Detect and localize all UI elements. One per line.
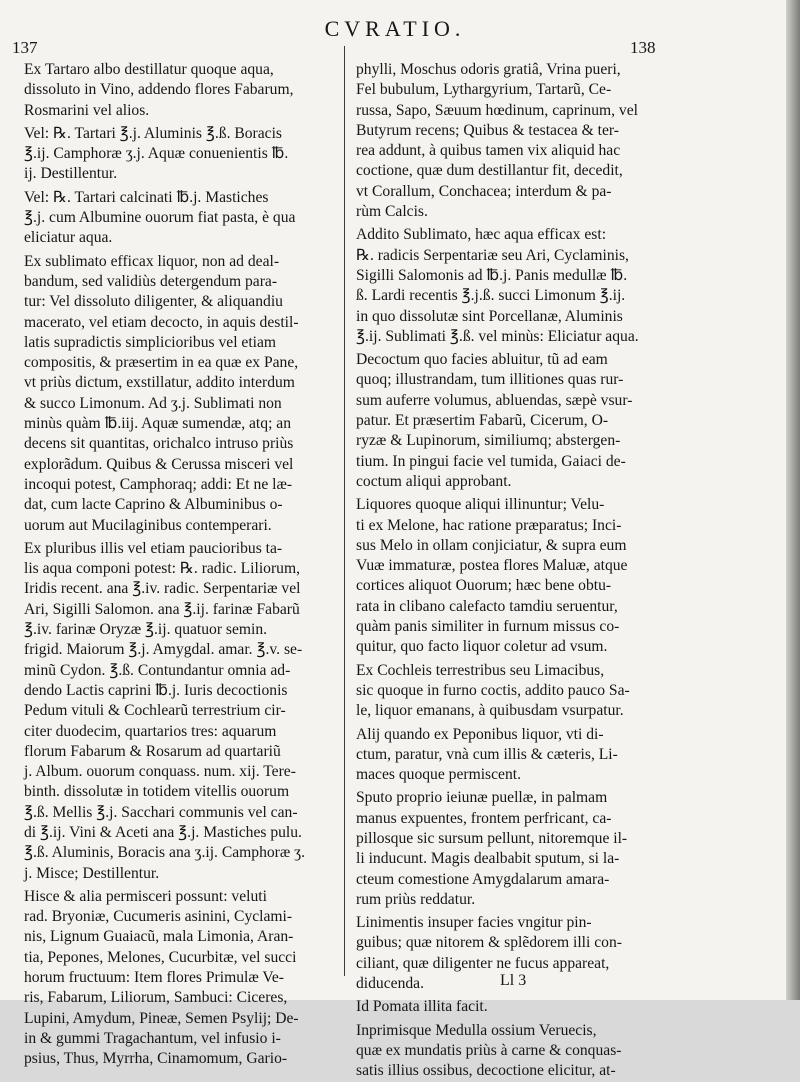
paragraph <box>24 60 342 121</box>
text-line: rea addunt, à quibus tamen vix aliquid hac <box>356 142 621 160</box>
text-line: Pedum vituli & Cochlearũ terrestrium cir- <box>24 702 286 720</box>
text-line: di ℥.ij. Vini & Aceti ana ℥.j. Mastiches pulu. <box>24 823 302 841</box>
text-line: ℥.iv. farinæ Oryzæ ℥.ij. quatuor semin. <box>24 621 268 639</box>
text-line: Butyrum recens; Quibus & testacea & ter- <box>356 121 619 139</box>
text-line: sic quoque in furno coctis, addito pauco Sa- <box>356 681 630 699</box>
text-line: Decoctum quo facies abluitur, tũ ad eam <box>356 351 608 369</box>
text-line: tur: Vel dissoluto diligenter, & aliquandiu <box>24 293 283 311</box>
text-line: guibus; quæ nitorem & splẽdorem illi con- <box>356 934 622 952</box>
text-line: Liquores quoque aliqui illinuntur; Velu- <box>356 496 605 514</box>
text-line: Vel: ℞. Tartari ℥.j. Aluminis ℥.ß. Boracis <box>24 124 282 142</box>
text-line: coctione, quæ dum destillantur fit, decedit, <box>356 162 623 180</box>
text-line: nis, Lignum Guaiacũ, mala Limonia, Aran- <box>24 928 294 946</box>
text-line: phylli, Moschus odoris gratiâ, Vrina pueri, <box>356 61 621 78</box>
text-line: Hisce & alia permisceri possunt: veluti <box>24 887 267 905</box>
text-line: maces quoque permiscent. <box>356 766 521 784</box>
text-line: Iridis recent. ana ℥.iv. radic. Serpentariæ vel <box>24 580 301 598</box>
text-line: ℥.ij. Camphoræ ʒ.j. Aquæ conuenientis ℔. <box>24 145 289 163</box>
text-line: vt priùs dictum, exstillatur, addito interdum <box>24 374 295 392</box>
page-number-right: 138 <box>630 38 656 57</box>
text-line: li inducunt. Magis dealbabit sputum, si la- <box>356 850 620 868</box>
paragraph <box>356 225 656 347</box>
page-number-left: 137 <box>12 38 38 57</box>
text-line: Ari, Sigilli Salomon. ana ℥.ij. farinæ Fabarũ <box>24 600 300 618</box>
paragraph <box>356 997 656 1017</box>
text-line: binth. dissolutæ in totidem vitellis ouorum <box>24 783 290 801</box>
text-line: lis aqua componi potest: ℞. radic. Liliorum, <box>24 560 300 578</box>
text-line: Linimentis insuper facies vngitur pin- <box>356 914 592 932</box>
text-line: in quo dissolutæ sint Porcellanæ, Aluminis <box>356 307 623 325</box>
text-line: macerato, vel etiam decocto, in aquis destil- <box>24 313 299 331</box>
text-line: russa, Sapo, Sæuum hœdinum, caprinum, vel <box>356 101 638 119</box>
text-line: bandum, sed validiùs detergendum para- <box>24 272 278 290</box>
text-line: citer duodecim, quartarios tres: aquarum <box>24 722 277 740</box>
paragraph <box>24 252 342 536</box>
paragraph <box>356 350 656 492</box>
text-line: frigid. Maiorum ℥.j. Amygdal. amar. ℥.v. se- <box>24 641 303 659</box>
paragraph <box>356 60 656 222</box>
column-rule <box>344 46 345 976</box>
left-text-column <box>24 60 342 1068</box>
paragraph <box>24 887 342 1070</box>
text-line: quoq; illustrandam, tum illitiones quas rur- <box>356 371 624 389</box>
text-line: rad. Bryoniæ, Cucumeris asinini, Cyclami- <box>24 908 293 926</box>
text-line: uorum aut Mucilaginibus contemperari. <box>24 516 272 534</box>
text-line: Vel: ℞. Tartari calcinati ℔.j. Mastiches <box>24 188 269 206</box>
text-line: Sputo proprio ieiunæ puellæ, in palmam <box>356 789 608 807</box>
text-line: explorãdum. Quibus & Cerussa misceri vel <box>24 455 294 473</box>
text-line: Ex sublimato efficax liquor, non ad deal- <box>24 252 280 270</box>
text-line: rum priùs reddatur. <box>356 890 476 908</box>
text-line: cortices aliquot Ouorum; hæc bene obtu- <box>356 577 612 595</box>
text-line: ryzæ & Lupinorum, similiumq; abstergen- <box>356 432 621 450</box>
text-line: sum auferre volumus, abluendas, sæpè vsur- <box>356 391 633 409</box>
text-line: Lupini, Amydum, Pineæ, Semen Psylij; De- <box>24 1009 299 1027</box>
text-line: dendo Lactis caprini ℔.j. Iuris decoctionis <box>24 681 288 699</box>
text-line: ciliant, quæ diligenter ne fucus appareat, <box>356 954 610 972</box>
text-line: Ex pluribus illis vel etiam paucioribus ta- <box>24 539 283 557</box>
text-line: j. Album. ouorum conquass. num. xij. Tere- <box>24 763 296 781</box>
text-line: in & gummi Tragachantum, vel infusio i- <box>24 1029 281 1047</box>
text-line: decens sit quantitas, orichalco intruso priùs <box>24 435 294 453</box>
text-line: Addito Sublimato, hæc aqua efficax est: <box>356 226 607 244</box>
text-line: horum fructuum: Item flores Primulæ Ve- <box>24 969 284 987</box>
text-line: ris, Fabarum, Liliorum, Sambuci: Ciceres, <box>24 989 288 1007</box>
text-line: cteum comestione Amygdalarum amara- <box>356 870 610 888</box>
text-line: vt Corallum, Conchacea; interdum & pa- <box>356 182 612 200</box>
text-line: latis supradictis simplicioribus vel etiam <box>24 333 277 351</box>
paragraph <box>356 725 656 786</box>
text-line: rùm Calcis. <box>356 203 428 221</box>
paragraph <box>24 188 342 249</box>
text-line: ti ex Melone, hac ratione præparatus; Inci- <box>356 516 622 534</box>
text-line: Fel bubulum, Lythargyrium, Tartarũ, Ce- <box>356 81 612 99</box>
text-line: minũ Cydon. ℥.ß. Contundantur omnia ad- <box>24 661 291 679</box>
text-line: Id Pomata illita facit. <box>356 998 488 1016</box>
text-line: sus Melo in ollam conjiciatur, & supra eum <box>356 536 627 554</box>
text-line: Ex Cochleis terrestribus seu Limacibus, <box>356 661 605 679</box>
text-line: & succo Limonum. Ad ʒ.j. Sublimati non <box>24 394 282 412</box>
text-line: incoqui potest, Camphoraq; addi: Et ne læ- <box>24 475 293 493</box>
text-line: florum Fabarum & Rosarum ad quartariũ <box>24 742 281 760</box>
text-line: ℥.ß. Mellis ℥.j. Sacchari communis vel can- <box>24 803 298 821</box>
running-title: CVRATIO. <box>324 16 466 41</box>
text-line: quitur, quo facto liquor coletur ad vsum. <box>356 638 608 656</box>
text-line: ij. Destillentur. <box>24 165 118 183</box>
text-line: le, liquor emanans, à quibusdam vsurpatur. <box>356 702 624 720</box>
text-line: Inprimisque Medulla ossium Veruecis, <box>356 1021 597 1039</box>
text-line: Rosmarini vel alios. <box>24 101 150 119</box>
text-line: tia, Pepones, Melones, Cucurbitæ, vel succi <box>24 948 297 966</box>
text-line: Ex Tartaro albo destillatur quoque aqua, <box>24 61 274 78</box>
text-line: psius, Thus, Myrrha, Cinamomum, Gario- <box>24 1050 288 1068</box>
text-line: dissoluto in Vino, addendo flores Fabarum, <box>24 81 294 99</box>
text-line: minùs quàm ℔.iij. Aquæ sumendæ, atq; an <box>24 415 292 433</box>
text-line: Sigilli Salomonis ad ℔.j. Panis medullæ ℔. <box>356 266 628 284</box>
text-line: manus expuentes, frontem perfricant, ca- <box>356 809 612 827</box>
text-line: coctum aliqui approbant. <box>356 472 512 490</box>
paragraph <box>356 495 656 657</box>
text-line: quàm panis similiter in furnum missus co- <box>356 618 620 636</box>
text-line: dat, cum lacte Caprino & Albuminibus o- <box>24 496 283 514</box>
text-line: diducenda. <box>356 975 424 993</box>
text-line: patur. Et præsertim Fabarũ, Cicerum, O- <box>356 412 609 430</box>
text-line: pillosque sic sursum pellunt, nitoremque il- <box>356 829 628 847</box>
text-line: ctum, paratur, vnà cum illis & cæteris, Li- <box>356 745 618 763</box>
paragraph <box>356 661 656 722</box>
right-text-column <box>356 60 656 1080</box>
paragraph <box>356 788 656 910</box>
page-edge-shadow <box>786 0 800 1000</box>
text-line: Vuæ immaturæ, postea flores Maluæ, atque <box>356 557 628 575</box>
text-line: Alij quando ex Peponibus liquor, vti di- <box>356 725 604 743</box>
text-line: ß. Lardi recentis ℥.j.ß. succi Limonum ℥.ij. <box>356 287 626 305</box>
paragraph <box>24 124 342 185</box>
text-line: satis illius ossibus, decoctione elicitur, at- <box>356 1062 616 1080</box>
text-line: eliciatur aqua. <box>24 229 113 247</box>
text-line: tium. In pingui facie vel tumida, Gaiaci de- <box>356 452 626 470</box>
signature-mark: Ll 3 <box>500 972 527 989</box>
text-line: ℥.j. cum Albumine ouorum fiat pasta, è qua <box>24 209 296 227</box>
text-line: j. Misce; Destillentur. <box>24 864 160 882</box>
text-line: quæ ex mundatis priùs à carne & conquas- <box>356 1041 622 1059</box>
text-line: ℞. radicis Serpentariæ seu Ari, Cyclaminis, <box>356 246 629 264</box>
text-line: ℥.ij. Sublimati ℥.ß. vel minùs: Eliciatur aqua. <box>356 327 639 345</box>
paragraph <box>24 539 342 884</box>
paragraph <box>356 1021 656 1082</box>
text-line: ℥.ß. Aluminis, Boracis ana ʒ.ij. Camphoræ ʒ. <box>24 844 305 862</box>
text-line: rata in clibano calefacto tamdiu seruentur, <box>356 597 618 615</box>
text-line: compositis, & præsertim in ea quæ ex Pane, <box>24 354 299 372</box>
